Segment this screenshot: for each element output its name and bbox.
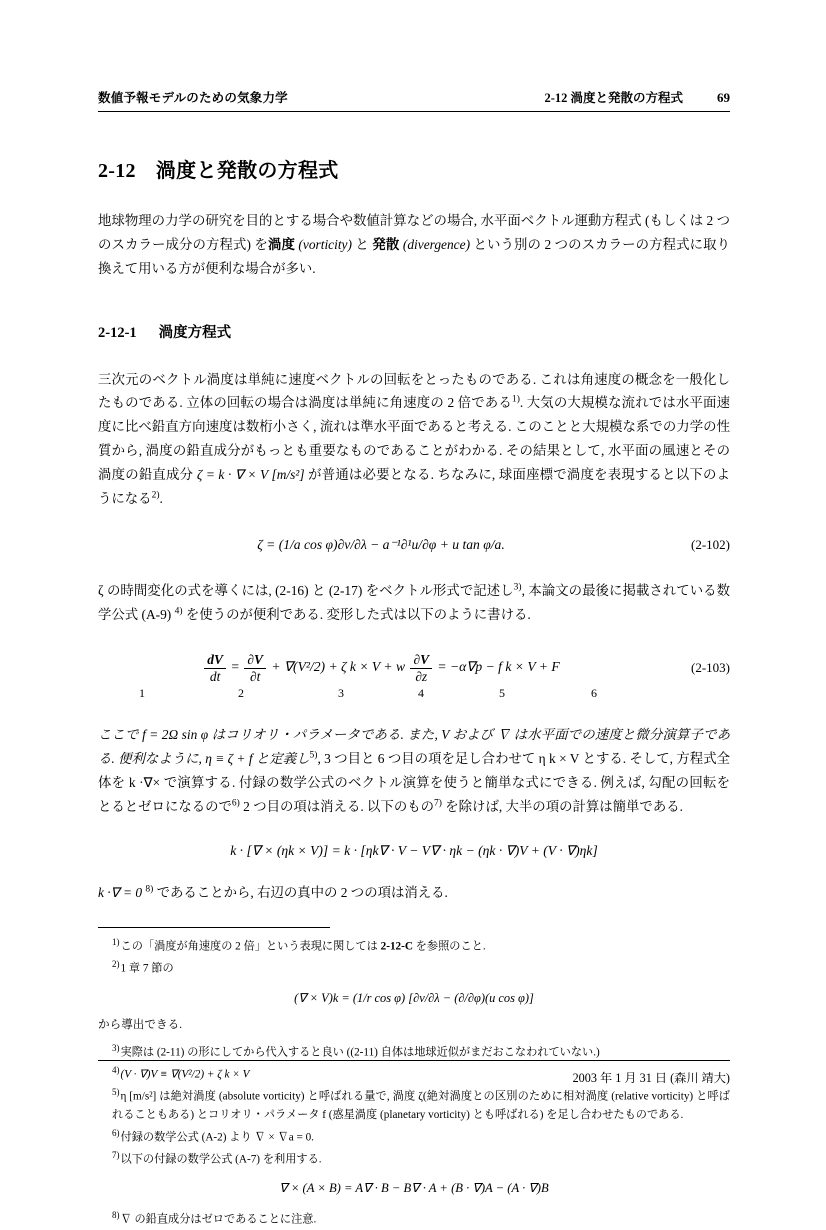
eq103-partial-t-fraction: [244, 652, 266, 684]
footnote-text-8: ∇ の鉛直成分はゼロであることに注意.: [120, 1213, 317, 1226]
footnote-ref-5: 5): [309, 750, 318, 761]
footnote-mark-7: 7): [112, 1150, 120, 1161]
footnote-ref-8: 8): [145, 884, 154, 895]
footnote-ref-2: 2): [151, 490, 160, 501]
eq103-lhs-den: dt: [204, 668, 226, 684]
page-content: [98, 88, 730, 1230]
eq103-partial-z-fraction: [410, 652, 432, 684]
footnote-ref-3: 3): [513, 582, 522, 593]
footnote-mark-5: 5): [112, 1087, 120, 1098]
p3-text-2: , 本論文の最後に掲載されている数学公式 (A-9): [98, 582, 730, 622]
p4-text-2: , 3 つ目と 6 つ目の項を足し合わせて η k × V とする. そして, 方程式全体を k ·∇× で演算する. 付録の数学公式のベクトル演算を使うと簡単な式にできる. 例えば, 勾配の回転をとるとゼロになるので: [98, 751, 730, 814]
footnote-item-6: [98, 1126, 730, 1147]
subsection-heading: [98, 321, 730, 342]
equation-2-103-term-numbers: [98, 686, 730, 701]
paragraph-coriolis: [98, 723, 730, 818]
footnote-ref-6: 6): [231, 798, 240, 809]
footnote-item-5: [98, 1085, 730, 1124]
term-number-5: 5: [499, 686, 505, 701]
eq103-p3-num: ∂V: [413, 652, 430, 668]
equation-vector-identity: k · [∇ × (ηk × V)] = k · [ηk∇ · V − V∇ · ηk − (ηk · ∇)V + (V · ∇)ηk]: [230, 842, 598, 858]
subsection-title: 渦度方程式: [158, 324, 232, 341]
p2-text-2: . 大気の大規模な流れでは水平面速度に比べ鉛直方向速度は数桁小さく, 流れは準水平面であると考える. このことと大規模な系での力学の性質から, 渦度の鉛直成分がもっとも重要なものであることがわかる. その結果として, 水平面の風速とその渦度の鉛直成分: [98, 395, 730, 483]
eq103-rhs: = −α∇p − f k × V + F: [437, 659, 560, 675]
intro-paragraph: [98, 209, 730, 281]
footer-rule: [98, 1060, 730, 1061]
p2-text-1: 三次元のベクトル渦度は単純に速度ベクトルの回転をとったものである. これは角速度の概念を一般化したものである. 立体の回転の場合は渦度は単純に角速度の 2 倍である: [98, 371, 730, 411]
p3-text-3: を使うのが便利である. 変形した式は以下のように書ける.: [182, 606, 531, 622]
footnote-mark-2: 2): [112, 958, 120, 969]
footnote-equation-2: (∇ × V)k = (1/r cos φ) [∂v/∂λ − (∂/∂φ)(u cos φ)]: [294, 990, 534, 1005]
footnote-rule: [98, 927, 330, 928]
footnote-mark-3: 3): [112, 1042, 120, 1053]
term-number-6: 6: [591, 686, 597, 701]
footnote-text-1b: を参照のこと.: [412, 940, 486, 953]
footnote-text-1a: この「渦度が角速度の 2 倍」という表現に関しては: [120, 940, 381, 953]
subsection-number: 2-12-1: [98, 324, 137, 341]
eq103-middle-terms: + ∇(V²/2) + ζ k × V + w: [271, 659, 406, 675]
intro-and: と: [351, 236, 373, 252]
p4-text-3: 2 つ目の項は消える. 以下のもの: [239, 798, 434, 814]
footnote-mark-6: 6): [112, 1127, 120, 1138]
term-number-3: 3: [338, 686, 344, 701]
term-number-1: 1: [139, 686, 145, 701]
paragraph-time-derivative: [98, 579, 730, 627]
footnote-mark-8: 8): [112, 1209, 120, 1220]
running-header-title: 数値予報モデルのための気象力学: [98, 91, 288, 105]
term-number-2: 2: [238, 686, 244, 701]
p5-text-2: であることから, 右辺の真中の 2 つの項は消える.: [153, 884, 448, 900]
intro-divergence-en: (divergence): [402, 236, 471, 252]
footnote-item-1: [98, 935, 730, 956]
eq103-lhs-fraction: [204, 652, 226, 684]
eq103-p3-den: ∂z: [410, 668, 432, 684]
footnote-item-8: [98, 1208, 730, 1229]
footnote-2-tail: から導出できる.: [98, 1017, 183, 1031]
equation-2-102-row: [98, 537, 730, 553]
footnote-text-7: 以下の付録の数学公式 (A-7) を利用する.: [120, 1154, 322, 1167]
equation-2-103-row: [98, 652, 730, 684]
footnote-mark-1: 1): [112, 936, 120, 947]
running-header: [98, 88, 730, 112]
footnote-ref-7: 7): [434, 798, 442, 809]
page-footer: [98, 1060, 730, 1086]
paragraph-cancellation: [98, 881, 730, 905]
equation-2-102-body: ζ = (1/a cos φ)∂v/∂λ − a⁻¹∂¹u/∂φ + u tan φ/a.: [257, 536, 505, 552]
intro-divergence-jp: 発散: [372, 236, 400, 252]
footnote-ref-2-12-C: 2-12-C: [380, 940, 413, 953]
p3-text-1: ζ の時間変化の式を導くには, (2-16) と (2-17) をベクトル形式で記述し: [98, 582, 514, 598]
intro-text-a: 地球物理の力学の研究を目的とする場合や数値計算などの場合, 水平面ベクトル運動方程式 (もしくは 2 つのスカラー成分の方程式) を: [98, 213, 730, 252]
eq103-p1-num: ∂V: [247, 652, 263, 668]
p2-text-3: が普通は必要となる. ちなみに, 球面座標で渦度を表現すると以下のようになる: [98, 467, 730, 506]
term-number-4: 4: [418, 686, 424, 701]
eq103-lhs-num: dV: [207, 652, 223, 668]
paragraph-vorticity-definition: [98, 368, 730, 511]
footnote-ref-4: 4): [174, 606, 183, 617]
footnote-item-7: [98, 1148, 730, 1169]
p4-text-1: ここで f = 2Ω sin φ はコリオリ・パラメータである. また, V および ∇ は水平面での速度と微分演算子である. 便利なように, η ≡ ζ + f と定義し: [98, 727, 730, 767]
equation-2-103-body: [98, 652, 664, 684]
eq103-equals: =: [231, 659, 240, 675]
p2-text-4: .: [159, 490, 163, 506]
footnote-item-2: [98, 957, 730, 978]
eq103-p1-den: ∂t: [244, 668, 266, 684]
section-number: 2-12: [98, 160, 136, 182]
p4-text-4: を除けば, 大半の項の計算は簡単である.: [441, 798, 683, 814]
footnote-text-5: η [m/s²] は絶対渦度 (absolute vorticity) と呼ばれる量で, 渦度 ζ(絶対渦度との区別のために相対渦度 (relative vorticity) と呼ばれることもある) とコリオリ・パラメータ f (惑星渦度 (planetary vorticity) とも呼ばれる) を足し合わせたものである.: [112, 1091, 730, 1122]
p5-text-1: k ·∇ = 0: [98, 884, 146, 900]
footnote-ref-1: 1): [511, 394, 520, 405]
footnote-item-3: [98, 1041, 730, 1062]
footnote-text-3: 実際は (2-11) の形にしてから代入すると良い ((2-11) 自体は地球近似がまだおこなわれていない.): [120, 1046, 600, 1059]
intro-text-b: という別の 2 つのスカラーの方程式に取り換えて用いる方が便利な場合が多い.: [98, 236, 731, 276]
footnote-text-2a: 1 章 7 節の: [120, 962, 174, 975]
equation-2-103-tag: (2-103): [691, 660, 730, 676]
footnote-equation-7: ∇ × (A × B) = A∇ · B − B∇ · A + (B · ∇)A − (A · ∇)B: [279, 1181, 549, 1196]
footnote-mark-4: 4): [112, 1065, 120, 1076]
page-number: 69: [717, 90, 730, 105]
p2-zeta-definition: ζ = k · ∇ × V [m/s²]: [196, 467, 305, 483]
equation-2-102-tag: (2-102): [691, 536, 730, 552]
footnote-text-4: (V · ∇)V ≡ ∇(V²/2) + ζ k × V: [120, 1068, 250, 1081]
intro-vorticity-en: (vorticity): [298, 236, 352, 252]
section-title: 渦度と発散の方程式: [155, 160, 339, 182]
footer-date: 2003 年 1 月 31 日 (森川 靖大): [572, 1071, 730, 1085]
footnote-text-6: 付録の数学公式 (A-2) より ∇ × ∇a = 0.: [120, 1131, 314, 1144]
intro-vorticity-jp: 渦度: [267, 236, 295, 252]
running-header-section: 2-12 渦度と発散の方程式: [544, 91, 683, 105]
running-header-right: [544, 88, 730, 106]
section-heading: [98, 154, 730, 183]
